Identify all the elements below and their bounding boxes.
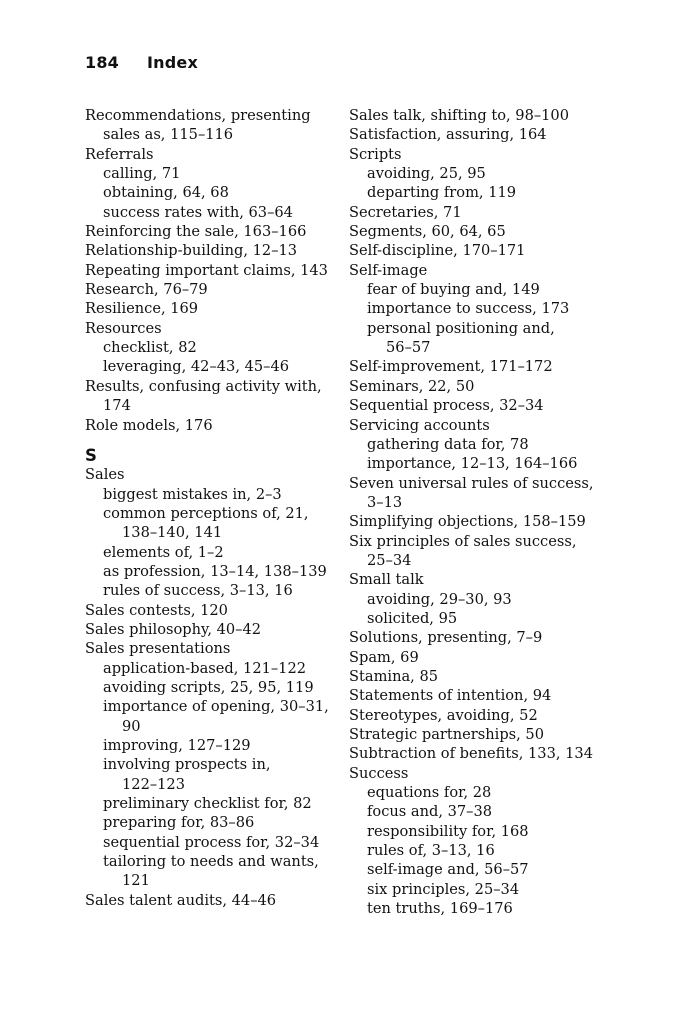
index-entry-line: sequential process for, 32–34 xyxy=(103,833,320,851)
index-entry-line: involving prospects in, xyxy=(103,756,271,774)
index-entry-line: sales as, 115–116 xyxy=(103,126,234,144)
index-entry-line: importance of opening, 30–31, xyxy=(103,698,329,716)
index-entry-line: six principles, 25–34 xyxy=(367,880,520,898)
index-entry-line: Servicing accounts xyxy=(349,416,490,434)
index-entry-line: focus and, 37–38 xyxy=(367,803,493,821)
index-entry-line: Relationship-building, 12–13 xyxy=(85,242,298,260)
index-entry-line: Small talk xyxy=(349,571,424,589)
index-entry-line: success rates with, 63–64 xyxy=(103,203,293,221)
index-entry-line: avoiding, 25, 95 xyxy=(367,165,486,183)
page-number: 184 xyxy=(85,53,119,72)
index-entry-line: Six principles of sales success, xyxy=(349,532,577,550)
index-entry-line: avoiding scripts, 25, 95, 119 xyxy=(103,678,314,696)
index-entry-line: Self-discipline, 170–171 xyxy=(349,242,526,260)
index-entry-line: departing from, 119 xyxy=(367,184,517,202)
index-entry-line: 122–123 xyxy=(122,775,186,793)
index-entry-line: Success xyxy=(349,764,409,782)
index-entry-line: preparing for, 83–86 xyxy=(103,814,255,832)
index-entry-line: 90 xyxy=(122,717,141,735)
index-entry-line: Referrals xyxy=(85,145,154,163)
index-entry-line: Stereotypes, avoiding, 52 xyxy=(349,706,538,724)
index-entry-line: Scripts xyxy=(349,145,402,163)
index-entry-line: Spam, 69 xyxy=(349,648,419,666)
index-entry-line: Results, confusing activity with, xyxy=(85,377,322,395)
index-entry-line: Sales talent audits, 44–46 xyxy=(85,891,277,909)
index-entry-line: Seminars, 22, 50 xyxy=(349,377,475,395)
index-entry-line: Statements of intention, 94 xyxy=(349,687,552,705)
index-entry-line: Seven universal rules of success, xyxy=(349,474,594,492)
page-title: Index xyxy=(147,53,198,72)
index-entry-line: Sales talk, shifting to, 98–100 xyxy=(349,107,570,124)
index-entry-line: Research, 76–79 xyxy=(85,281,208,299)
index-entry-line: responsibility for, 168 xyxy=(367,822,529,840)
index-entry-line: Satisfaction, assuring, 164 xyxy=(349,126,547,144)
index-column-right xyxy=(349,106,649,918)
index-entry-line: Sales contests, 120 xyxy=(85,601,228,619)
index-entry-line: preliminary checklist for, 82 xyxy=(103,795,312,813)
index-entry-line: Role models, 176 xyxy=(85,416,213,434)
index-entry-line: 56–57 xyxy=(386,339,431,357)
index-entry-line: Resources xyxy=(85,319,162,337)
index-entry-line: Self-image xyxy=(349,261,428,279)
index-entry-line: Secretaries, 71 xyxy=(349,203,462,221)
index-entry-line: importance, 12–13, 164–166 xyxy=(367,455,578,473)
index-entry-line: rules of, 3–13, 16 xyxy=(367,842,495,860)
index-entry-line: Strategic partnerships, 50 xyxy=(349,726,544,743)
index-entry-line: as profession, 13–14, 138–139 xyxy=(103,562,327,580)
index-entry-line: Subtraction of benefits, 133, 134 xyxy=(349,745,594,763)
index-entry-line: Sales xyxy=(85,466,125,484)
index-entry-line: personal positioning and, xyxy=(367,319,555,337)
index-entry-line: solicited, 95 xyxy=(367,609,458,627)
index-entry-line: calling, 71 xyxy=(103,165,181,183)
index-entry-line: Sales philosophy, 40–42 xyxy=(85,620,262,638)
index-entry-line: Reinforcing the sale, 163–166 xyxy=(85,223,307,241)
page-header xyxy=(85,53,198,72)
index-entry-line: ten truths, 169–176 xyxy=(367,900,513,918)
index-entry-line: biggest mistakes in, 2–3 xyxy=(103,485,282,503)
index-entry-line: 25–34 xyxy=(367,551,412,569)
index-entry-line: Solutions, presenting, 7–9 xyxy=(349,629,543,647)
index-entry-line: avoiding, 29–30, 93 xyxy=(367,590,512,608)
index-entry-line: Sequential process, 32–34 xyxy=(349,397,544,415)
index-entry-line: importance to success, 173 xyxy=(367,300,570,318)
index-entry-line: common perceptions of, 21, xyxy=(103,504,309,522)
index-entry-line: 138–140, 141 xyxy=(122,524,223,542)
index-entry-line: 174 xyxy=(103,397,131,415)
index-entry-line: Stamina, 85 xyxy=(349,667,439,685)
index-entry-line: improving, 127–129 xyxy=(103,737,251,754)
index-column-left xyxy=(85,106,347,910)
index-entry-line: checklist, 82 xyxy=(103,339,197,357)
section-heading: S xyxy=(85,445,97,465)
index-entry-line: tailoring to needs and wants, xyxy=(103,853,319,871)
index-entry-line: rules of success, 3–13, 16 xyxy=(103,582,293,600)
index-entry-line: Resilience, 169 xyxy=(85,300,199,318)
index-entry-line: gathering data for, 78 xyxy=(367,435,529,453)
index-entry-line: fear of buying and, 149 xyxy=(367,281,540,299)
index-entry-line: self-image and, 56–57 xyxy=(367,861,529,879)
index-entry-line: equations for, 28 xyxy=(367,784,492,802)
index-entry-line: Simplifying objections, 158–159 xyxy=(349,513,586,531)
index-entry-line: Recommendations, presenting xyxy=(85,107,311,124)
index-entry-line: elements of, 1–2 xyxy=(103,543,224,561)
index-entry-line: Segments, 60, 64, 65 xyxy=(349,223,506,241)
index-entry-line: Sales presentations xyxy=(85,640,231,658)
index-entry-line: Self-improvement, 171–172 xyxy=(349,358,553,376)
index-entry-line: 3–13 xyxy=(367,493,403,511)
index-entry-line: application-based, 121–122 xyxy=(103,659,307,677)
index-entry-line: leveraging, 42–43, 45–46 xyxy=(103,358,290,376)
index-entry-line: Repeating important claims, 143 xyxy=(85,261,328,279)
index-entry-line: obtaining, 64, 68 xyxy=(103,184,229,202)
index-entry-line: 121 xyxy=(122,872,150,890)
